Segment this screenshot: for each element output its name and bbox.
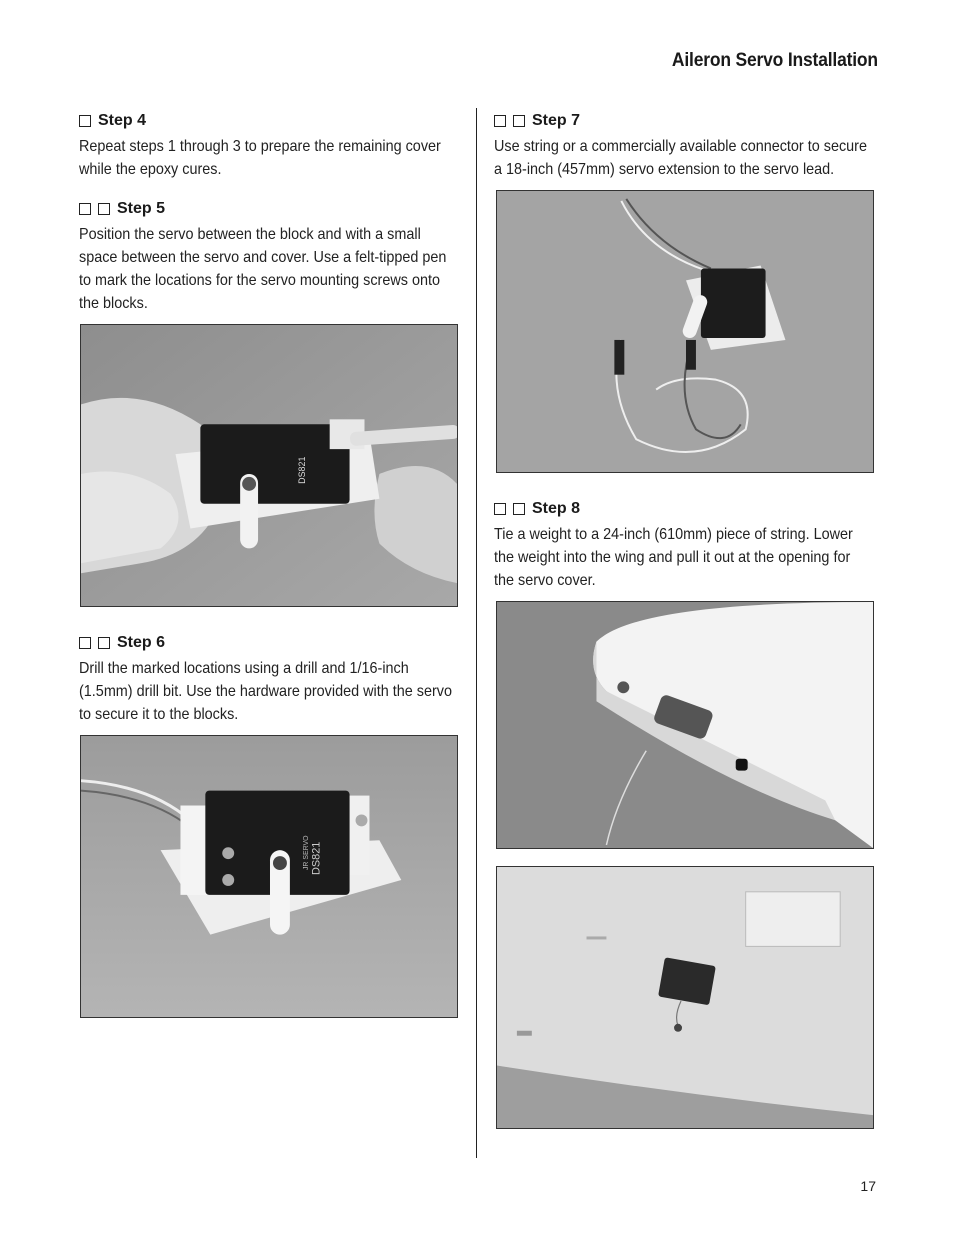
- checkbox-icon[interactable]: [513, 503, 525, 515]
- checkbox-icon[interactable]: [513, 115, 525, 127]
- step-6-heading: [79, 634, 499, 652]
- photo-servo-extension: [496, 190, 874, 473]
- checkbox-icon[interactable]: [79, 637, 91, 649]
- step-4-label: Step 4: [98, 112, 147, 129]
- step-5-label: Step 5: [117, 200, 166, 217]
- step-4-text: Repeat steps 1 through 3 to prepare the remaining cover while the epoxy cures.: [79, 138, 441, 178]
- step-5-heading: [79, 200, 499, 218]
- checkbox-icon[interactable]: [79, 203, 91, 215]
- step-5-text: Position the servo between the block and with a small space between the servo and cover. Use a felt-tipped pen to mark the locations for the servo mounting screws onto the blocks.: [79, 226, 447, 312]
- checkbox-icon[interactable]: [98, 637, 110, 649]
- checkbox-icon[interactable]: [494, 115, 506, 127]
- step-7: [494, 112, 914, 181]
- checkbox-icon[interactable]: [98, 203, 110, 215]
- photo-servo-mounted: [80, 735, 458, 1018]
- step-6-text: Drill the marked locations using a drill and 1/16-inch (1.5mm) drill bit. Use the hardware provided with the servo to secure it to the blocks.: [79, 660, 452, 723]
- checkbox-icon[interactable]: [494, 503, 506, 515]
- step-8-text: Tie a weight to a 24-inch (610mm) piece of string. Lower the weight into the wing and pull it out at the opening for the servo cover.: [494, 526, 853, 589]
- servo-model-label: DS821: [296, 456, 307, 484]
- servo-brand-label: JR SERVO: [302, 835, 310, 871]
- step-4-heading: [79, 112, 499, 130]
- step-7-text: Use string or a commercially available connector to secure a 18-inch (457mm) servo extension to the servo lead.: [494, 138, 867, 178]
- step-8-label: Step 8: [532, 500, 581, 517]
- photo-wing-root-string: [496, 601, 874, 849]
- section-title: Aileron Servo Installation: [672, 50, 878, 71]
- photo-marking-servo: [80, 324, 458, 607]
- step-8-heading: [494, 500, 914, 518]
- servo-model-label: DS821: [310, 841, 323, 876]
- step-7-label: Step 7: [532, 112, 581, 129]
- step-4: [79, 112, 499, 181]
- photo-wing-servo-opening: [496, 866, 874, 1129]
- checkbox-icon[interactable]: [79, 115, 91, 127]
- step-8: [494, 500, 914, 592]
- step-6-label: Step 6: [117, 634, 166, 651]
- step-6: [79, 634, 499, 726]
- step-5: [79, 200, 499, 315]
- step-7-heading: [494, 112, 914, 130]
- page-number: 17: [860, 1178, 876, 1194]
